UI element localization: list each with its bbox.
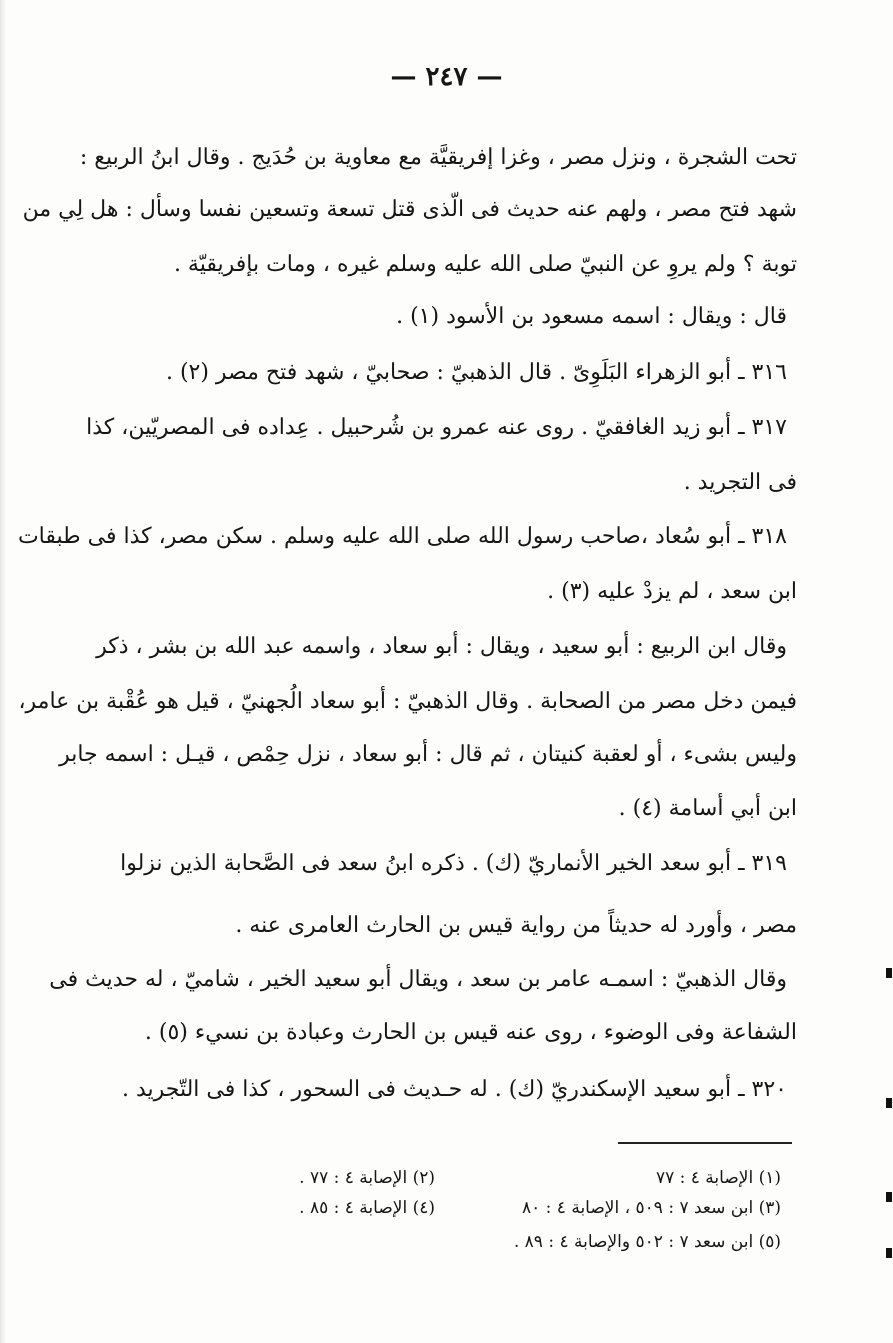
scan-artifact-mark [886,1192,892,1202]
body-line: وليس بشىء ، أو لعقبة كنيتان ، ثم قال : أبو سعاد ، نزل حِمْص ، قيـل : اسمه جابر [59,742,797,767]
page-edge-shadow [0,0,6,1343]
entry-317: ٣١٧ ـ أبو زيد الغافقيّ . روى عنه عمرو بن شُرحبيل . عِداده فى المصريّين، كذا [86,415,787,440]
body-line: وقال الذهبيّ : اسمـه عامر بن سعد ، ويقال أبو سعيد الخير ، شاميّ ، له حديث فى [49,967,787,992]
footnote-4: (٤) الإصابة ٤ : ٨٥ . [299,1198,435,1218]
entry-319: ٣١٩ ـ أبو سعد الخير الأنماريّ (ك) . ذكره ابنُ سعد فى الصَّحابة الذين نزلوا [120,851,787,876]
entry-316: ٣١٦ ـ أبو الزهراء البَلَوِىّ . قال الذهبيّ : صحابيّ ، شهد فتح مصر (٢) . [165,360,787,385]
footnote-3: (٣) ابن سعد ٧ : ٥٠٩ ، الإصابة ٤ : ٨٠ [521,1198,781,1218]
page-number: — ٢٤٧ — [390,62,503,92]
scan-artifact-mark [886,968,892,978]
footnote-2: (٢) الإصابة ٤ : ٧٧ . [299,1168,435,1188]
body-line: الشفاعة وفى الوضوء ، روى عنه قيس بن الحارث وعبادة بن نسيء (٥) . [144,1020,797,1045]
footnote-5: (٥) ابن سعد ٧ : ٥٠٢ والإصابة ٤ : ٨٩ . [513,1232,781,1252]
entry-318: ٣١٨ ـ أبو سُعاد ،صاحب رسول الله صلى الله عليه وسلم . سكن مصر، كذا فى طبقات [17,524,787,549]
body-line: شهد فتح مصر ، ولهم عنه حديث فى الّذى قتل تسعة وتسعين نفسا وسأل : هل لِي من [22,197,797,222]
scan-artifact-mark [886,1248,892,1258]
body-line: وقال ابن الربيع : أبو سعيد ، ويقال : أبو سعاد ، واسمه عبد الله بن بشر ، ذكر [96,634,787,659]
footnote-1: (١) الإصابة ٤ : ٧٧ [655,1168,781,1188]
body-line: ابن سعد ، لم يزدْ عليه (٣) . [547,579,797,604]
scan-artifact-mark [886,1098,892,1108]
body-line: قال : ويقال : اسمه مسعود بن الأسود (١) . [396,304,787,329]
body-line: فيمن دخل مصر من الصحابة . وقال الذهبيّ : أبو سعاد الُجهنيّ ، قيل هو عُقْبة بن عامر، [18,689,797,714]
footnote-divider [618,1142,792,1144]
body-line: فى التجريد . [683,470,797,495]
body-line: مصر ، وأورد له حديثاً من رواية قيس بن الحارث العامرى عنه . [235,913,797,938]
body-line: توبة ؟ ولم يروِ عن النبيّ صلى الله عليه وسلم غيره ، ومات بإفريقيّة . [173,252,797,277]
body-line: تحت الشجرة ، ونزل مصر ، وغزا إفريقيَّة مع معاوية بن حُدَيج . وقال ابنُ الربيع : [79,145,797,170]
entry-320: ٣٢٠ ـ أبو سعيد الإسكندريّ (ك) . له حـديث فى السحور ، كذا فى التّجريد . [121,1077,787,1102]
body-line: ابن أبي أسامة (٤) . [618,796,797,821]
